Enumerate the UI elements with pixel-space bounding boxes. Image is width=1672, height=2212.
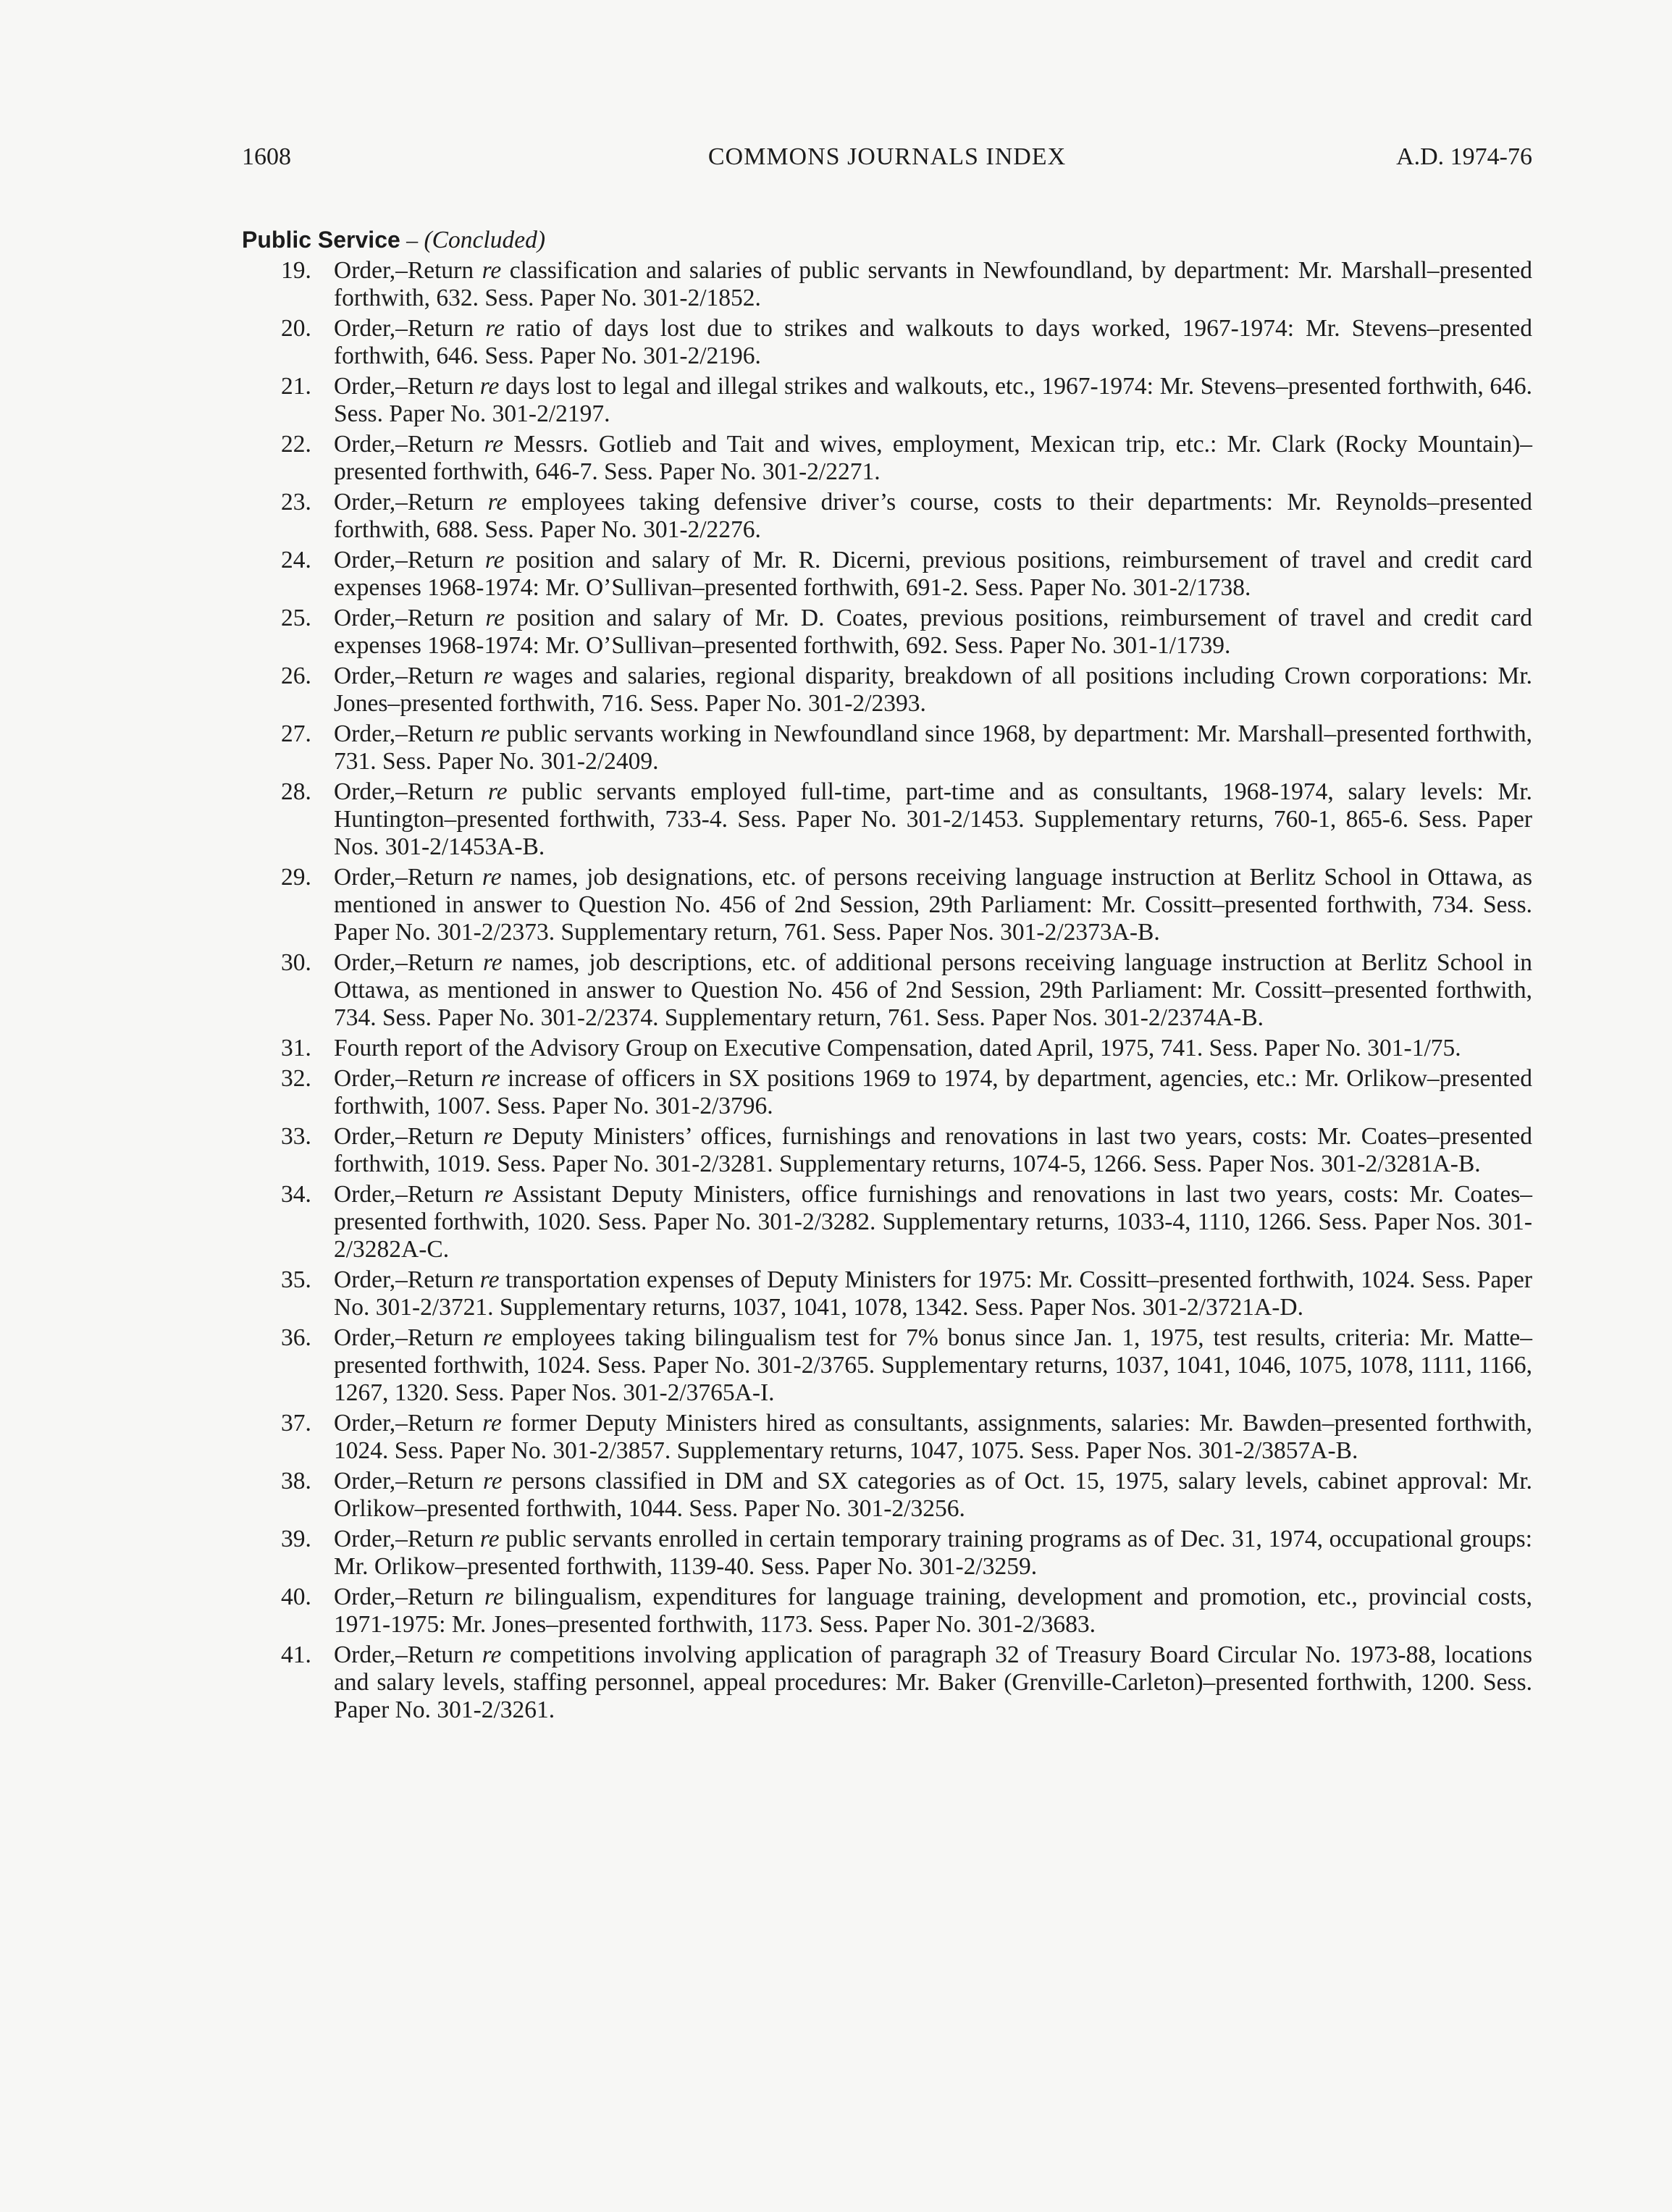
index-entry (242, 663, 1532, 718)
entry-text: wages and salaries, regional disparity, breakdown of all positions including Crown corporations: Mr. Jones–presented forthwith, 716. Sess. Paper No. 301-2/2393. (334, 663, 1533, 717)
entry-re: re (482, 1641, 502, 1668)
entry-lead: Order,–Return (334, 778, 474, 805)
entry-lead: Order,–Return (334, 1641, 474, 1668)
entry-re: re (482, 257, 502, 284)
entry-text: persons classified in DM and SX categories as of Oct. 15, 1975, salary levels, cabinet approval: Mr. Orlikow–presented forthwith, 1044. Sess. Paper No. 301-2/3256. (334, 1468, 1533, 1522)
entry-text: competitions involving application of paragraph 32 of Treasury Board Circular No. 1973-88, locations and salary levels, staffing personnel, appeal procedures: Mr. Baker (Grenville-Carleton)–presented forthwith, 1200. Sess. Paper No. 301-2/3261. (334, 1641, 1532, 1723)
entry-number: 24. (281, 547, 311, 573)
entry-re: re (483, 1324, 503, 1351)
section-title: Public Service (242, 227, 400, 253)
entry-number: 38. (281, 1468, 311, 1494)
entry-number: 21. (281, 373, 311, 400)
entry-text: employees taking defensive driver’s course, costs to their departments: Mr. Reynolds–presented forthwith, 688. Sess. Paper No. 301-2/2276. (334, 489, 1533, 543)
index-entry (242, 431, 1532, 486)
entry-lead: Order,–Return (334, 864, 474, 891)
entry-number: 33. (281, 1123, 311, 1150)
index-entry (242, 315, 1532, 370)
entry-re: re (482, 864, 502, 891)
index-entry (242, 949, 1532, 1032)
entry-text: former Deputy Ministers hired as consultants, assignments, salaries: Mr. Bawden–presented forthwith, 1024. Sess. Paper No. 301-2/3857. Supplementary returns, 1047, 1075. Sess. Paper Nos. 301-2/3857A-B. (334, 1410, 1533, 1464)
entry-re: re (480, 720, 500, 747)
index-entry (242, 1065, 1532, 1120)
entry-number: 23. (281, 489, 311, 516)
entry-text: days lost to legal and illegal strikes and walkouts, etc., 1967-1974: Mr. Stevens–presented forthwith, 646. Sess. Paper No. 301-2/2197. (334, 373, 1533, 427)
entry-lead: Order,–Return (334, 949, 474, 976)
entry-text: employees taking bilingualism test for 7% bonus since Jan. 1, 1975, test results, criteria: Mr. Matte–presented forthwith, 1024. Sess. Paper No. 301-2/3765. Supplementary returns, 1037, 1041, 1046, 1075, 1078, 1111, 1166, 1267, 1320. Sess. Paper Nos. 301-2/3765A-I. (334, 1324, 1533, 1406)
entry-lead: Order,–Return (334, 1065, 474, 1092)
entry-number: 30. (281, 949, 311, 976)
entry-lead: Order,–Return (334, 605, 474, 631)
entry-re: re (485, 605, 505, 631)
index-entry (242, 1123, 1532, 1178)
entry-lead: Fourth report of the Advisory Group on Executive Compensation, dated April, 1975, 741. Sess. Paper No. 301-1/75. (334, 1035, 1461, 1061)
entry-re: re (482, 1410, 502, 1437)
entry-text: position and salary of Mr. R. Dicerni, previous positions, reimbursement of travel and credit card expenses 1968-1974: Mr. O’Sullivan–presented forthwith, 691-2. Sess. Paper No. 301-2/1738. (334, 547, 1533, 601)
index-entry (242, 605, 1532, 660)
entry-re: re (483, 663, 503, 689)
page-number: 1608 (242, 143, 291, 170)
entry-lead: Order,–Return (334, 489, 474, 516)
entry-re: re (485, 315, 505, 342)
index-entry (242, 720, 1532, 775)
entry-lead: Order,–Return (334, 1584, 474, 1610)
entry-re: re (484, 1181, 504, 1208)
index-entry (242, 257, 1532, 312)
entry-lead: Order,–Return (334, 720, 474, 747)
entry-number: 32. (281, 1065, 311, 1092)
entry-lead: Order,–Return (334, 1526, 474, 1552)
index-entry (242, 1324, 1532, 1407)
entry-number: 29. (281, 864, 311, 891)
page-header (242, 143, 1532, 187)
index-entry (242, 1181, 1532, 1263)
entry-text: public servants enrolled in certain temporary training programs as of Dec. 31, 1974, occupational groups: Mr. Orlikow–presented forthwith, 1139-40. Sess. Paper No. 301-2/3259. (334, 1526, 1533, 1580)
entry-number: 37. (281, 1410, 311, 1437)
entry-re: re (483, 1123, 503, 1150)
index-entry (242, 373, 1532, 428)
section-note: (Concluded) (424, 227, 545, 253)
entry-lead: Order,–Return (334, 1266, 474, 1293)
entry-text: names, job designations, etc. of persons receiving language instruction at Berlitz School in Ottawa, as mentioned in answer to Question No. 456 of 2nd Session, 29th Parliament: Mr. Cossitt–presented forthwith, 734. Sess. Paper No. 301-2/2373. Supplementary return, 761. Sess. Paper Nos. 301-2/2373A-B. (334, 864, 1533, 946)
index-content (242, 226, 1532, 1727)
entry-re: re (484, 1584, 504, 1610)
entry-text: position and salary of Mr. D. Coates, previous positions, reimbursement of travel and credit card expenses 1968-1974: Mr. O’Sullivan–presented forthwith, 692. Sess. Paper No. 301-1/1739. (334, 605, 1533, 659)
entry-re: re (484, 547, 505, 573)
entry-number: 35. (281, 1266, 311, 1293)
entry-lead: Order,–Return (334, 1410, 474, 1437)
entry-re: re (479, 1266, 500, 1293)
index-entry (242, 547, 1532, 602)
entry-re: re (482, 949, 503, 976)
entry-re: re (481, 1065, 500, 1092)
entry-number: 28. (281, 778, 311, 805)
entry-number: 19. (281, 257, 311, 284)
entry-lead: Order,–Return (334, 1324, 474, 1351)
entry-list (242, 257, 1532, 1724)
entry-number: 41. (281, 1641, 311, 1668)
entry-re: re (479, 373, 500, 400)
entry-re: re (484, 431, 504, 458)
index-entry (242, 489, 1532, 544)
entry-lead: Order,–Return (334, 1468, 474, 1494)
entry-lead: Order,–Return (334, 373, 474, 400)
entry-text: public servants employed full-time, part-time and as consultants, 1968-1974, salary levels: Mr. Huntington–presented forthwith, 733-4. Sess. Paper No. 301-2/1453. Supplementary returns, 760-1, 865-6. Sess. Paper Nos. 301-2/1453A-B. (334, 778, 1533, 860)
index-entry (242, 1584, 1532, 1639)
entry-number: 25. (281, 605, 311, 631)
entry-re: re (479, 1526, 500, 1552)
entry-number: 34. (281, 1181, 311, 1208)
entry-lead: Order,–Return (334, 1181, 474, 1208)
entry-text: Messrs. Gotlieb and Tait and wives, employment, Mexican trip, etc.: Mr. Clark (Rocky Mountain)–presented forthwith, 646-7. Sess. Paper No. 301-2/2271. (334, 431, 1533, 485)
period-label: A.D. 1974-76 (1396, 143, 1532, 170)
entry-re: re (487, 489, 508, 516)
index-entry (242, 1468, 1532, 1523)
entry-text: bilingualism, expenditures for language training, development and promotion, etc., provincial costs, 1971-1975: Mr. Jones–presented forthwith, 1173. Sess. Paper No. 301-2/3683. (334, 1584, 1533, 1638)
entry-number: 26. (281, 663, 311, 689)
entry-number: 22. (281, 431, 311, 458)
entry-text: increase of officers in SX positions 1969 to 1974, by department, agencies, etc.: Mr. Orlikow–presented forthwith, 1007. Sess. Paper No. 301-2/3796. (334, 1065, 1533, 1119)
entry-lead: Order,–Return (334, 431, 474, 458)
entry-number: 40. (281, 1584, 311, 1610)
entry-text: public servants working in Newfoundland since 1968, by department: Mr. Marshall–presented forthwith, 731. Sess. Paper No. 301-2/2409. (334, 720, 1533, 775)
index-entry (242, 864, 1532, 946)
section-heading (242, 226, 1532, 254)
index-entry (242, 1035, 1532, 1062)
entry-lead: Order,–Return (334, 1123, 474, 1150)
entry-re: re (483, 1468, 503, 1494)
section-separator: – (406, 227, 419, 253)
running-title: COMMONS JOURNALS INDEX (707, 143, 1067, 170)
index-entry (242, 1526, 1532, 1581)
entry-number: 36. (281, 1324, 311, 1351)
index-entry (242, 778, 1532, 861)
entry-number: 20. (281, 315, 311, 342)
entry-re: re (487, 778, 508, 805)
entry-number: 31. (281, 1035, 311, 1061)
entry-lead: Order,–Return (334, 547, 474, 573)
entry-number: 27. (281, 720, 311, 747)
entry-text: Deputy Ministers’ offices, furnishings and renovations in last two years, costs: Mr. Coates–presented forthwith, 1019. Sess. Paper No. 301-2/3281. Supplementary returns, 1074-5, 1266. Sess. Paper Nos. 301-2/3281A-B. (334, 1123, 1533, 1177)
entry-text: classification and salaries of public servants in Newfoundland, by department: Mr. Marshall–presented forthwith, 632. Sess. Paper No. 301-2/1852. (334, 257, 1533, 311)
entry-text: transportation expenses of Deputy Ministers for 1975: Mr. Cossitt–presented forthwith, 1024. Sess. Paper No. 301-2/3721. Supplementary returns, 1037, 1041, 1078, 1342. Sess. Paper Nos. 301-2/3721A-D. (334, 1266, 1533, 1321)
entry-lead: Order,–Return (334, 257, 474, 284)
index-entry (242, 1266, 1532, 1321)
entry-text: ratio of days lost due to strikes and walkouts to days worked, 1967-1974: Mr. Stevens–presented forthwith, 646. Sess. Paper No. 301-2/2196. (334, 315, 1533, 369)
index-entry (242, 1410, 1532, 1465)
entry-text: names, job descriptions, etc. of additional persons receiving language instruction at Berlitz School in Ottawa, as mentioned in answer to Question No. 456 of 2nd Session, 29th Parliament: Mr. Cossitt–presented forthwith, 734. Sess. Paper No. 301-2/2374. Supplementary return, 761. Sess. Paper Nos. 301-2/2374A-B. (334, 949, 1532, 1031)
entry-number: 39. (281, 1526, 311, 1552)
entry-lead: Order,–Return (334, 663, 474, 689)
index-entry (242, 1641, 1532, 1724)
entry-lead: Order,–Return (334, 315, 474, 342)
entry-text: Assistant Deputy Ministers, office furnishings and renovations in last two years, costs: Mr. Coates–presented forthwith, 1020. Sess. Paper No. 301-2/3282. Supplementary returns, 1033-4, 1110, 1266. Sess. Paper Nos. 301-2/3282A-C. (334, 1181, 1532, 1263)
